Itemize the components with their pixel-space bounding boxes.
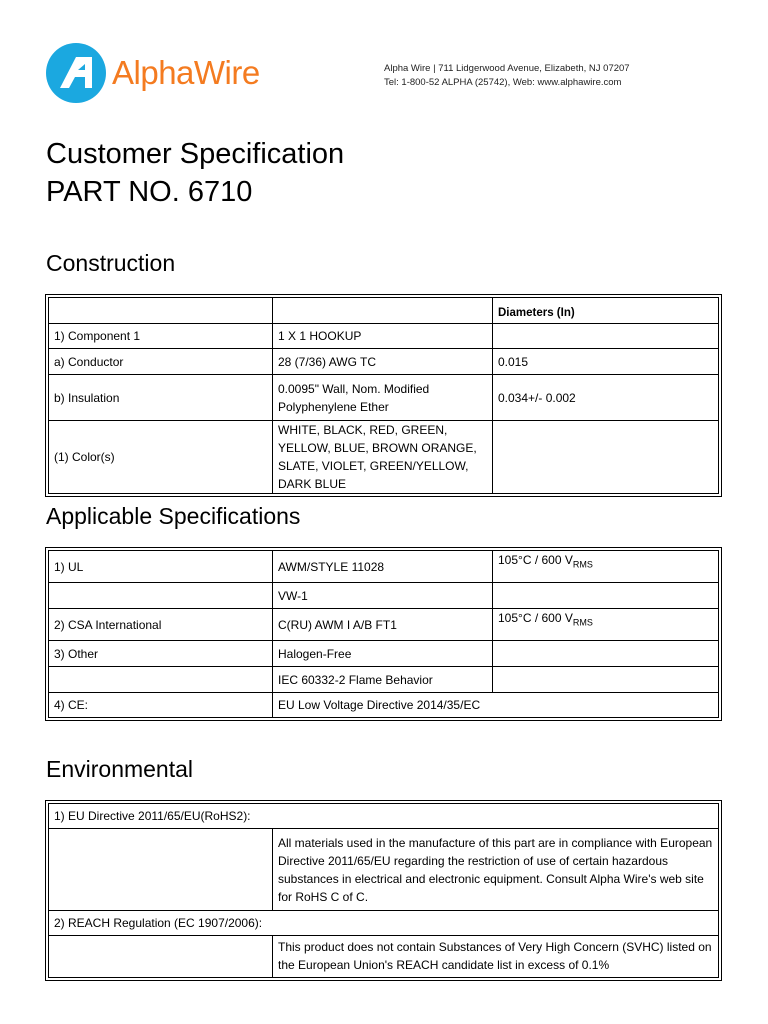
row-rating bbox=[493, 583, 719, 609]
row-diameter: 0.015 bbox=[493, 349, 719, 375]
row-label: 2) CSA International bbox=[49, 609, 273, 641]
table-row bbox=[49, 349, 719, 375]
table-row bbox=[49, 375, 719, 421]
row-value: EU Low Voltage Directive 2014/35/EC bbox=[273, 693, 719, 718]
part-number: PART NO. 6710 bbox=[46, 176, 253, 208]
table-row bbox=[49, 804, 719, 829]
row-label: 4) CE: bbox=[49, 693, 273, 718]
row-value: VW-1 bbox=[273, 583, 493, 609]
row-label: a) Conductor bbox=[49, 349, 273, 375]
diameters-header: Diameters (In) bbox=[493, 298, 719, 324]
row-label bbox=[49, 667, 273, 693]
row-value: 0.0095" Wall, Nom. Modified Polyphenylene Ether bbox=[273, 375, 493, 421]
applicable-specifications-heading: Applicable Specifications bbox=[46, 503, 301, 529]
rohs-statement: All materials used in the manufacture of this part are in compliance with European Directive 2011/65/EU regarding the restriction of use of certain hazardous substances in electrical and electronic equipment. Consult Alpha Wire's web site for RoHS C of C. bbox=[273, 829, 719, 911]
row-rating: 105°C / 600 $V_{RMS}$ bbox=[493, 551, 719, 583]
construction-heading: Construction bbox=[46, 250, 176, 276]
row-label: (1) Color(s) bbox=[49, 421, 273, 494]
row-label: b) Insulation bbox=[49, 375, 273, 421]
environmental-table bbox=[45, 800, 722, 981]
row-diameter bbox=[493, 421, 719, 494]
table-row bbox=[49, 609, 719, 641]
table-row bbox=[49, 324, 719, 349]
row-value: Halogen-Free bbox=[273, 641, 493, 667]
document-title bbox=[46, 135, 344, 211]
row-value: WHITE, BLACK, RED, GREEN, YELLOW, BLUE, BROWN ORANGE, SLATE, VIOLET, GREEN/YELLOW, DARK BLUE bbox=[273, 421, 493, 494]
company-contact: Tel: 1-800-52 ALPHA (25742), Web: www.alphawire.com bbox=[384, 77, 622, 88]
row-rating bbox=[493, 667, 719, 693]
environmental-heading: Environmental bbox=[46, 756, 194, 782]
table-row bbox=[49, 911, 719, 936]
brand-name: AlphaWire bbox=[112, 54, 260, 91]
reach-statement: This product does not contain Substances of Very High Concern (SVHC) listed on the European Union's REACH candidate list in excess of 0.1% bbox=[273, 936, 719, 978]
row-value: C(RU) AWM I A/B FT1 bbox=[273, 609, 493, 641]
table-row bbox=[49, 936, 719, 978]
row-rating bbox=[493, 641, 719, 667]
row-label: 3) Other bbox=[49, 641, 273, 667]
table-row bbox=[49, 667, 719, 693]
row-value: 1 X 1 HOOKUP bbox=[273, 324, 493, 349]
table-row bbox=[49, 693, 719, 718]
applicable-specifications-table bbox=[45, 547, 722, 721]
table-cell bbox=[273, 298, 493, 324]
table-row bbox=[49, 641, 719, 667]
row-value: AWM/STYLE 11028 bbox=[273, 551, 493, 583]
row-label: 1) Component 1 bbox=[49, 324, 273, 349]
company-info bbox=[384, 62, 630, 90]
alphawire-logo bbox=[46, 43, 260, 103]
row-rating: 105°C / 600 $V_{RMS}$ bbox=[493, 609, 719, 641]
table-header-row bbox=[49, 298, 719, 324]
table-cell bbox=[49, 936, 273, 978]
company-address: Alpha Wire | 711 Lidgerwood Avenue, Elizabeth, NJ 07207 bbox=[384, 63, 630, 74]
reach-label: 2) REACH Regulation (EC 1907/2006): bbox=[49, 911, 719, 936]
rohs-label: 1) EU Directive 2011/65/EU(RoHS2): bbox=[49, 804, 719, 829]
table-row bbox=[49, 829, 719, 911]
row-value: IEC 60332-2 Flame Behavior bbox=[273, 667, 493, 693]
row-label: 1) UL bbox=[49, 551, 273, 583]
row-value: 28 (7/36) AWG TC bbox=[273, 349, 493, 375]
construction-table bbox=[45, 294, 722, 497]
title-line-1: Customer Specification bbox=[46, 138, 345, 170]
table-cell bbox=[49, 829, 273, 911]
row-label bbox=[49, 583, 273, 609]
row-diameter bbox=[493, 324, 719, 349]
table-row bbox=[49, 551, 719, 583]
alphawire-logo-icon bbox=[46, 43, 106, 103]
table-row bbox=[49, 421, 719, 494]
table-row bbox=[49, 583, 719, 609]
table-cell bbox=[49, 298, 273, 324]
row-diameter: 0.034+/- 0.002 bbox=[493, 375, 719, 421]
